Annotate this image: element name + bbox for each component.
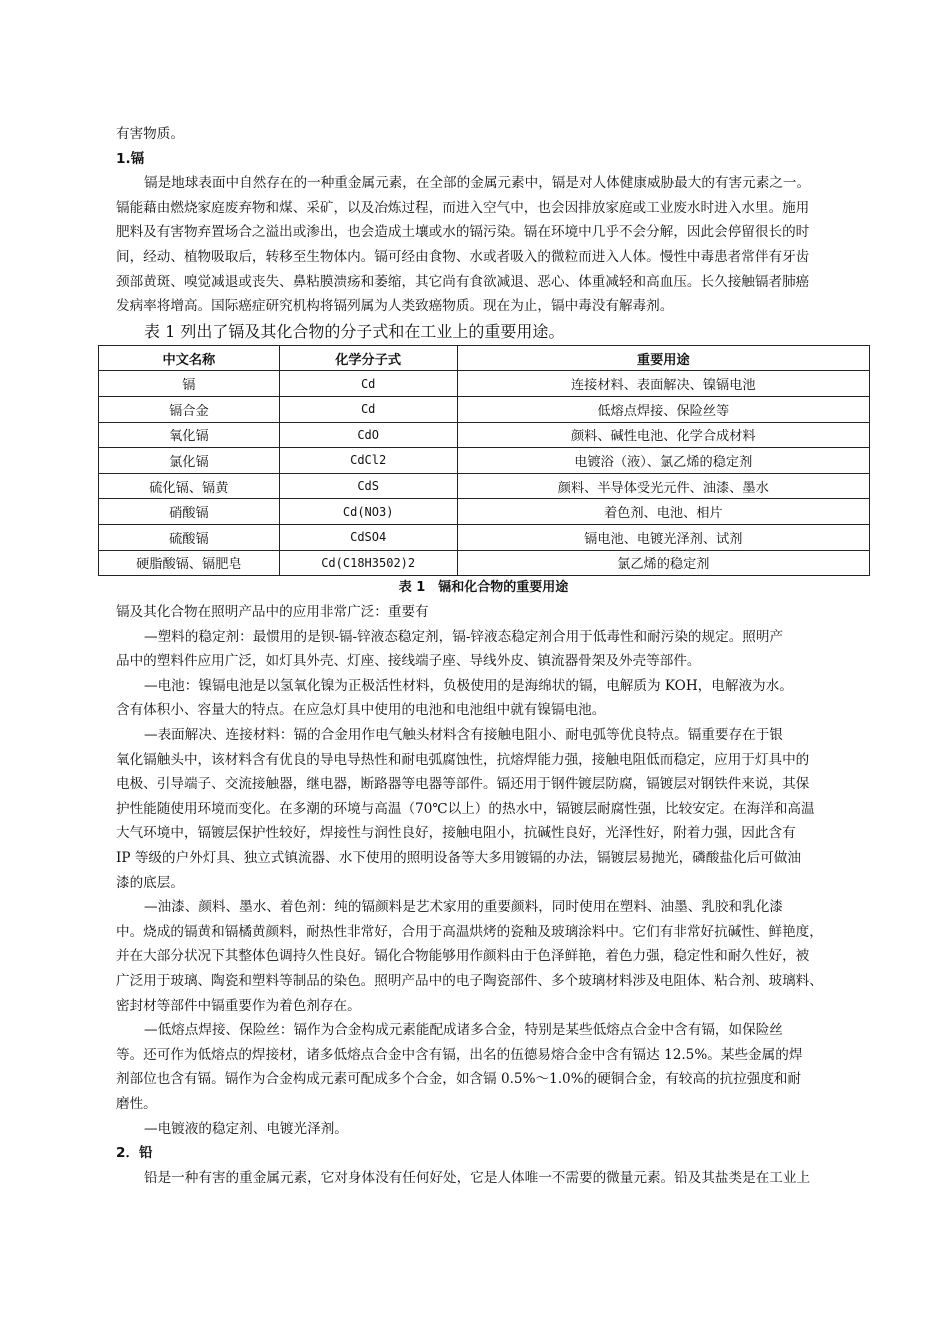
cell-use: 低熔点焊接、保险丝等	[457, 396, 869, 422]
section-heading-lead: 2．铅	[116, 1145, 153, 1162]
paragraph-lead: 铅是一种有害的重金属元素，它对身体没有任何好处，它是人体唯一不需要的微量元素。铅及其盐类是在工业上	[144, 1169, 811, 1186]
section-heading-cadmium: 1.镉	[116, 150, 145, 167]
text-line: 含有体积小、容量大的特点。在应急灯具中使用的电池和电池组中就有镍镉电池。	[116, 702, 606, 719]
text-line: 磨性。	[116, 1095, 157, 1112]
item-surface-treatment	[116, 723, 851, 895]
cell-use: 颜料、半导体受光元件、油漆、墨水	[457, 473, 869, 499]
table-row	[99, 499, 870, 525]
cell-formula: Cd	[279, 396, 457, 422]
text-line: 广泛用于玻璃、陶瓷和塑料等制品的染色。照明产品中的电子陶瓷部件、多个玻璃材料涉及电阻体、粘合剂、玻璃料、	[116, 973, 823, 989]
paragraph-cadmium-overview	[116, 171, 851, 319]
text-line: 剂部位也含有镉。镉作为合金构成元素可配成多个合金，如含镉 0.5%～1.0%的硬铜合金，有较高的抗拉强度和耐	[116, 1071, 802, 1088]
text-line: 并在大部分状况下其整体色调持久性良好。镉化合物能够用作颜料由于色泽鲜艳，着色力强，稳定性和耐久性好，被	[116, 948, 810, 965]
column-header: 中文名称	[99, 345, 280, 371]
column-header: 重要用途	[457, 345, 869, 371]
text-line: 镉能藉由燃烧家庭废弃物和煤、采矿，以及冶炼过程，而进入空气中，也会因排放家庭或工业废水时进入水里。施用	[116, 199, 810, 216]
text-line: 护性能随使用环境而变化。在多潮的环境与高温（70℃以上）的热水中，镉镀层耐腐性强，比较安定。在海洋和高温	[116, 800, 815, 817]
cell-use: 颜料、碱性电池、化学合成材料	[457, 422, 869, 448]
table-row	[99, 473, 870, 499]
cell-name: 硝酸镉	[99, 499, 280, 525]
cell-formula: CdSO4	[279, 524, 457, 550]
cell-name: 氯化镉	[99, 448, 280, 474]
table-row	[99, 396, 870, 422]
text-line: 品中的塑料件应用广泛，如灯具外壳、灯座、接线端子座、导线外皮、镇流器骨架及外壳等部件。	[116, 653, 701, 670]
item-plastic-stabilizer	[116, 625, 851, 674]
table-row	[99, 448, 870, 474]
applications-intro: 镉及其化合物在照明产品中的应用非常广泛：重要有	[116, 604, 429, 621]
cell-name: 氧化镉	[99, 422, 280, 448]
cell-formula: Cd(C18H3502)2	[279, 550, 457, 576]
table-intro: 表 1 列出了镉及其化合物的分子式和在工业上的重要用途。	[144, 321, 565, 341]
text-line: 大气环境中，镉镀层保护性较好，焊接性与润性良好，接触电阻小，抗碱性良好，光泽性好，附着力强，因此含有	[116, 825, 796, 842]
cell-formula: Cd(NO3)	[279, 499, 457, 525]
cell-formula: CdS	[279, 473, 457, 499]
cell-formula: Cd	[279, 371, 457, 397]
cell-formula: CdO	[279, 422, 457, 448]
cell-name: 镉	[99, 371, 280, 397]
table-row	[99, 550, 870, 576]
item-low-melting-solder	[116, 1018, 851, 1116]
cadmium-compounds-table	[98, 345, 870, 576]
text-line: 密封材等部件中镉重要作为着色剂存在。	[116, 997, 361, 1014]
text-line: 颈部黄斑、嗅觉减退或丧失、鼻粘膜溃疡和萎缩，其它尚有食欲减退、恶心、体重减轻和高血压。长久接触镉者肺癌	[116, 273, 810, 290]
text-line: 漆的底层。	[116, 874, 184, 891]
cell-use: 氯乙烯的稳定剂	[457, 550, 869, 576]
text-line: 中。烧成的镉黄和镉橘黄颜料，耐热性非常好，合用于高温烘烤的瓷釉及玻璃涂料中。它们有非常好抗碱性、鲜艳度，	[116, 923, 823, 940]
cell-name: 镉合金	[99, 396, 280, 422]
text-line: IP 等级的户外灯具、独立式镇流器、水下使用的照明设备等大多用镀镉的办法，镉镀层易抛光，磷酸盐化后可做油	[116, 850, 801, 867]
cell-formula: CdCl2	[279, 448, 457, 474]
document-page	[116, 122, 851, 1190]
text-line: 氧化镉触头中，该材料含有优良的导电导热性和耐电弧腐蚀性，抗熔焊能力强，接触电阻低而稳定，应用于灯具中的	[116, 751, 810, 768]
text-line: 电极、引导端子、交流接触器，继电器，断路器等电器等部件。镉还用于钢件镀层防腐，镉镀层对钢铁件来说，其保	[116, 776, 810, 793]
text-line: —电池：镍镉电池是以氢氧化镍为正极活性材料，负极使用的是海绵状的镉，电解质为 KOH，电解液为水。	[144, 677, 793, 694]
item-plating-stabilizer: —电镀液的稳定剂、电镀光泽剂。	[144, 1120, 348, 1137]
table-row	[99, 371, 870, 397]
text-line: —表面解决、连接材料：镉的合金用作电气触头材料含有接触电阻小、耐电弧等优良特点。镉重要存在于银	[144, 727, 783, 744]
text-line: —低熔点焊接、保险丝：镉作为合金构成元素能配成诸多合金，特别是某些低熔点合金中含有镉，如保险丝	[144, 1022, 783, 1039]
cell-name: 硫酸镉	[99, 524, 280, 550]
text-line: 发病率将增高。国际癌症研究机构将镉列属为人类致癌物质。现在为止，镉中毒没有解毒剂。	[116, 298, 674, 315]
text-line: 肥料及有害物弃置场合之溢出或渗出，也会造成土壤或水的镉污染。镉在环境中几乎不会分解，因此会停留很长的时	[116, 224, 810, 241]
text-line: 间，经动、植物吸取后，转移至生物体内。镉可经由食物、水或者吸入的微粒而进入人体。慢性中毒患者常伴有牙齿	[116, 248, 810, 265]
intro-line: 有害物质。	[116, 126, 184, 142]
item-battery	[116, 674, 851, 723]
cell-use: 连接材料、表面解决、镍镉电池	[457, 371, 869, 397]
cell-name: 硬脂酸镉、镉肥皂	[99, 550, 280, 576]
item-paint-pigment	[116, 895, 851, 1018]
cell-use: 电镀浴（液）、氯乙烯的稳定剂	[457, 448, 869, 474]
cell-use: 镉电池、电镀光泽剂、试剂	[457, 524, 869, 550]
text-line: —塑料的稳定剂：最惯用的是钡-镉-锌液态稳定剂，镉-锌液态稳定剂合用于低毒性和耐污染的规定。照明产	[144, 628, 784, 645]
table-row	[99, 422, 870, 448]
text-line: 镉是地球表面中自然存在的一种重金属元素，在全部的金属元素中，镉是对人体健康威胁最大的有害元素之一。	[144, 175, 811, 192]
cell-use: 着色剂、电池、相片	[457, 499, 869, 525]
cell-name: 硫化镉、镉黄	[99, 473, 280, 499]
column-header: 化学分子式	[279, 345, 457, 371]
text-line: 等。还可作为低熔点的焊接材，诸多低熔点合金中含有镉，出名的伍德易熔合金中含有镉达 12.5%。某些金属的焊	[116, 1046, 803, 1063]
text-line: —油漆、颜料、墨水、着色剂：纯的镉颜料是艺术家用的重要颜料，同时使用在塑料、油墨、乳胶和乳化漆	[144, 899, 783, 916]
table-header-row	[99, 345, 870, 371]
table-caption: 表 1 镉和化合物的重要用途	[398, 580, 569, 596]
table-row	[99, 524, 870, 550]
